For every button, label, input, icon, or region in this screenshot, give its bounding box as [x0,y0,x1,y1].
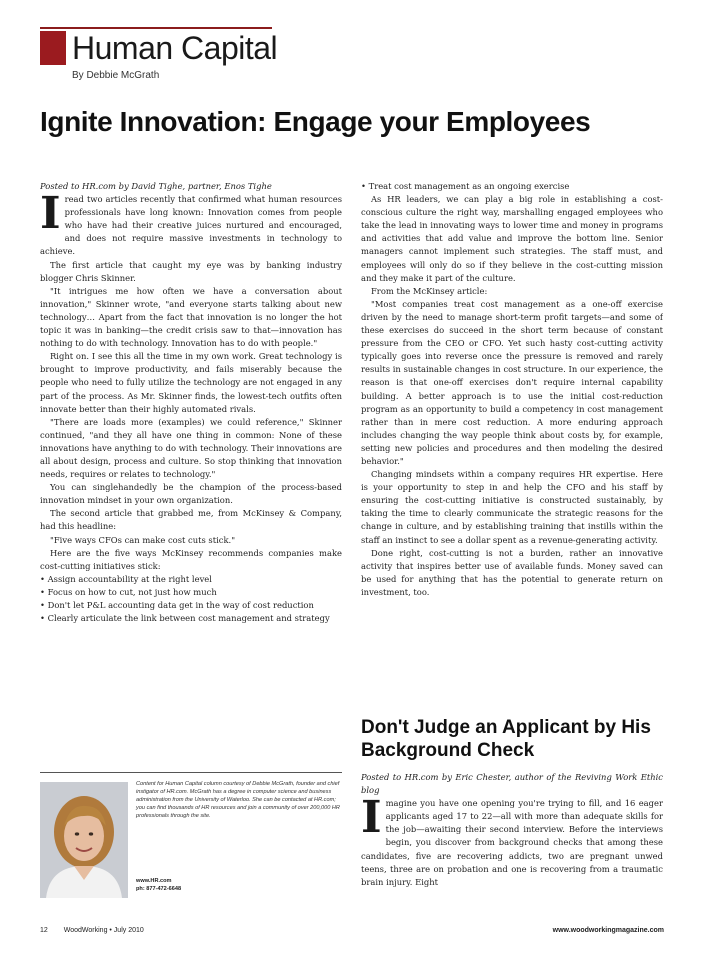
article-paragraph: Here are the five ways McKinsey recommends companies make cost-cutting initiatives stick: [40,547,342,571]
page-number: 12 [40,927,48,934]
author-phone: ph: 877-472-6648 [136,886,182,892]
article-paragraph: Right on. I see this all the time in my own work. Great technology is brought to improve productivity, and fails miserably because the people who need to fully utilize the technology are not engaged in any part of the process. As Mr. Skinner finds, the lowest-tech outfits often innovate better than their highly automated rivals. [40,351,342,414]
author-photo [40,782,128,898]
bullet-item: • Don't let P&L accounting data get in the way of cost reduction [40,600,314,610]
bullet-item: • Assign accountability at the right level [40,573,212,584]
article-paragraph: "Most companies treat cost management as a one-off exercise driven by the need to manage short-term profit targets—and some of these exercises do succeed in the short term because of constant pressure from the CEO or CFO. Yet such hasty cost-cutting activity typically goes into reverse once the pressure is removed and rarely results in sustainable changes in cost structure. In our experience, the reason is that one-off exercises don't require internal capability building. A better approach is to use the initial cost-reduction program as an opportunity to build a competency in cost management rather than in mere cost reduction. A more enduring approach includes changing the way people think about costs by, for example, setting new policies and procedures and then modeling the desired behavior." [361,298,663,466]
author-box-rule [40,772,342,773]
author-contact [136,877,181,893]
page-footer-left [40,927,144,934]
article-intro: Posted to HR.com by David Tighe, partner, Enos Tighe [40,181,272,191]
second-article-headline: Don't Judge an Applicant by His Background Check [361,717,651,761]
author-bio: Content for Human Capital column courtesy of Debbie McGrath, founder and chief instigator of HR.com. McGrath has a degree in computer science and business administration from the University of Waterloo. She can be contacted at HR.com; you can find thousands of HR resources and join a community of over 200,000 HR professionals through the site. [136,781,340,820]
article-paragraph: Iread two articles recently that confirmed what human resources professionals have long known: Innovation comes from people who have had their creative juices nurtured and encouraged, and does not require massive investments in technology to achieve. [40,188,342,257]
article-paragraph: Done right, cost-cutting is not a burden, rather an innovative activity that inspires better use of available funds. Money saved can be used for anything that has the potential to generate return on investment, too. [361,547,663,597]
bullet-item: • Focus on how to cut, not just how much [40,586,217,597]
article-paragraph: "It intrigues me how often we have a conversation about innovation," Skinner wrote, "and everyone starts talking about new technology… Apart from the fact that innovation is no longer the hot topic it was in banking—the credit crisis saw to that—innovation has nothing to do with technology. Innovation has to do with people." [40,285,342,349]
second-article-intro: Posted to HR.com by Eric Chester, author of the Reviving Work Ethic blog [361,772,663,796]
article-paragraph: "There are loads more (examples) we could reference," Skinner continued, "and they all have one thing in common: None of these innovations have anything to do with technology. Their innovations are all about design, process and culture. So stop thinking that innovation needs, requires or relates to technology." [40,416,342,480]
bullet-item: • Clearly articulate the link between cost management and strategy [40,613,330,624]
bullet-item: • Treat cost management as an ongoing exercise [361,181,570,191]
byline: By Debbie McGrath [72,70,160,81]
drop-cap: I [361,792,382,844]
drop-cap: I [40,188,61,240]
article-column-left [40,180,342,746]
section-color-block [40,31,66,65]
section-title: Human Capital [72,30,278,66]
second-article-paragraph: Imagine you have one opening you're trying to fill, and 16 eager applicants aged 17 to 22—all with more than adequate skills for the job—awaiting their second interview. Before the interviews begin, you discover from background checks that among these candidates, five are recovering addicts, two are pregnant unwed teens, three are on probation and one is recovering from a traumatic brain injury. Eight [361,792,663,887]
second-article-column [361,771,663,921]
article-column-right [361,180,663,694]
article-paragraph: As HR leaders, we can play a big role in establishing a cost-conscious culture the right way, marshalling engaged employees who take the lead in innovating ways to lower time and money in programs and activities that add value and improve the bottom line. Senior managers cannot implement such strategies. The staff must, and employees will only do so if they believe in the cost-cutting mission and they make it part of the culture. [361,194,663,283]
author-portrait-image [40,782,128,898]
issue-label: WoodWorking • July 2010 [63,927,144,934]
author-website[interactable]: www.HR.com [136,878,172,884]
article-paragraph: Changing mindsets within a company requires HR expertise. Here is your opportunity to step in and help the CFO and his staff by ensuring the cost-cutting initiative is constructed sustainably, by taking the time to clearly communicate the strategic reasons for the change in culture, and by establishing training that instills within the staff an instinct to see a dollar spent as a revenue-generating activity. [361,469,663,545]
article-paragraph: "Five ways CFOs can make cost cuts stick." [50,534,236,545]
article-paragraph: The first article that caught my eye was by banking industry blogger Chris Skinner. [40,259,342,283]
section-top-rule [40,27,272,29]
article-headline: Ignite Innovation: Engage your Employees [40,106,591,137]
article-paragraph: You can singlehandedly be the champion of the process-based innovation mindset in your own organization. [40,482,342,506]
article-paragraph: From the McKinsey article: [371,285,488,296]
article-paragraph: The second article that grabbed me, from McKinsey & Company, had this headline: [40,508,342,532]
footer-url[interactable]: www.woodworkingmagazine.com [552,927,664,934]
